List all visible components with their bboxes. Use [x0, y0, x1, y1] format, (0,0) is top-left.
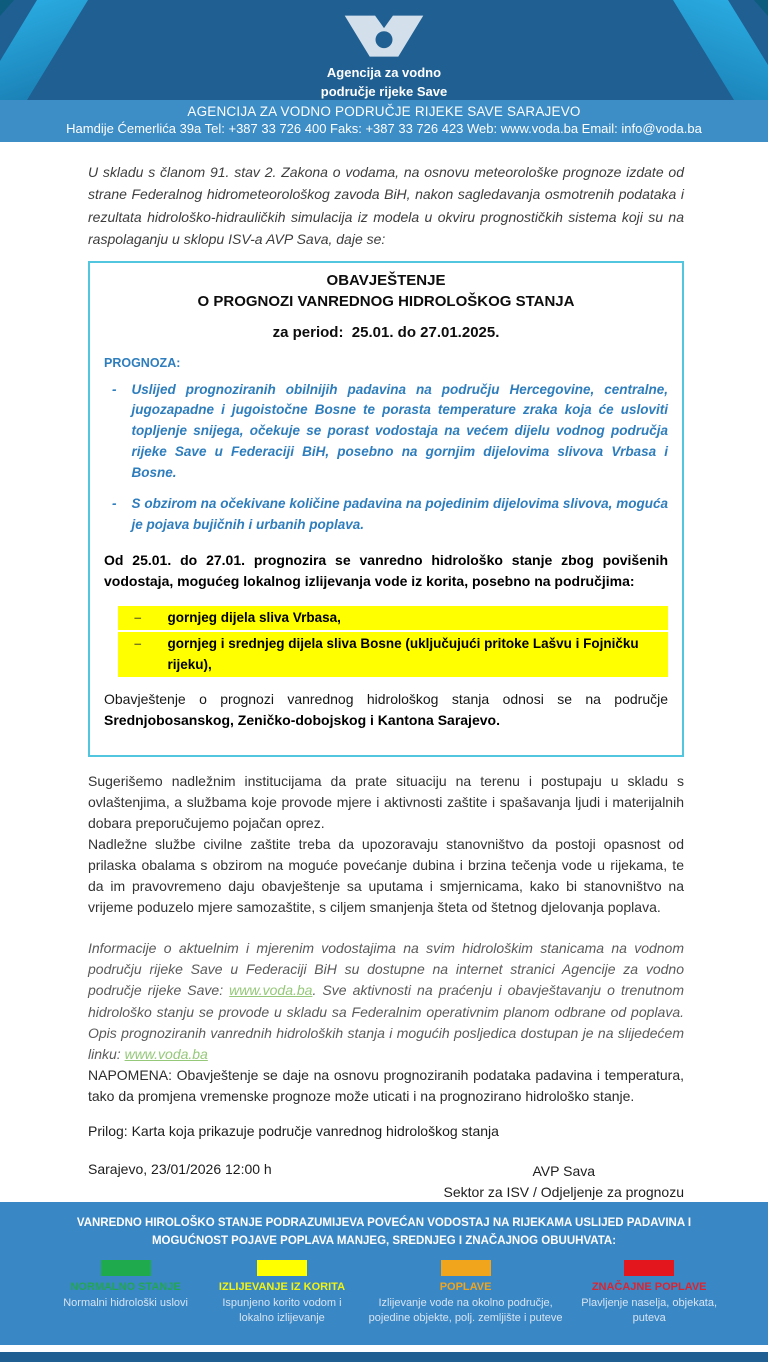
legend-color-swatch-green [101, 1260, 151, 1276]
advice-paragraph-2: Nadležne službe civilne zaštite treba da upozoravaju stanovništvo da postoji opasnost od prilaska obalama s obzirom na moguće povećanje dubina i brzina tečenja vode u rijekama, te da im pravovremeno daju obavještenje sa uputama i smjernicama, kako bi stanovništvo na vrijeme poduzelo mjere samozaštite, s ciljem smanjenja šteta od štetnog djelovanja poplava. [88, 835, 684, 915]
page-header [0, 0, 768, 100]
legend-color-swatch-orange [441, 1260, 491, 1276]
notice-box [88, 261, 684, 757]
notice-title-line1: OBAVJEŠTENJE [326, 271, 446, 289]
applies-prefix: Obavještenje o prognozi vanrednog hidrološkog stanja odnosi se na područje [104, 690, 668, 707]
legend-description: Normalni hidrološki uslovi [63, 1296, 188, 1309]
issuer-org: AVP Sava [532, 1163, 596, 1180]
notice-title [104, 270, 668, 312]
legend-description: Plavljenje naselja, objekata, puteva [581, 1296, 718, 1325]
voda-ba-link[interactable]: www.voda.ba [229, 982, 313, 999]
footer-white-gap [0, 1345, 768, 1352]
forecast-bullet [112, 494, 668, 536]
notice-period: za period: 25.01. do 27.01.2025. [272, 323, 500, 341]
legend-title: ZNAČAJNE POPLAVE [591, 1280, 707, 1293]
legend-title: POPLAVE [439, 1280, 492, 1293]
legend-color-swatch-red [624, 1260, 674, 1276]
info-segment-2: . Sve aktivnosti na praćenju i obavještavanju o trenutnom hidrološko stanju se provode u skladu sa Federalnim operativnim planom odbrane od poplava. Opis prognoziranih vanrednih hidroloških stanja i mogućih posljedica dostupan je na slijedećem linku: [88, 982, 684, 1063]
highlighted-area-text: gornjeg dijela sliva Vrbasa, [167, 610, 341, 626]
agency-name [0, 64, 768, 100]
notice-title-line2: O PROGNOZI VANREDNOG HIDROLOŠKOG STANJA [197, 292, 575, 310]
highlighted-area-line [118, 632, 668, 677]
legend-color-swatch-yellow [257, 1260, 307, 1276]
document-body [88, 159, 684, 1202]
bullet-dash-marker: - [112, 381, 117, 397]
banner-contact-line: Hamdije Ćemerlića 39a Tel: +387 33 726 400 Faks: +387 33 726 423 Web: www.voda.ba Email: info@voda.ba [66, 121, 702, 136]
highlighted-area-text: gornjeg i srednjeg dijela sliva Bosne (uključujući pritoke Lašvu i Fojničku rijeku), [167, 636, 639, 672]
issuer-department: Sektor za ISV / Odjeljenje za prognozu [443, 1183, 684, 1200]
attachment-note: Prilog: Karta koja prikazuje područje vanrednog hidrološkog stanja [88, 1123, 499, 1140]
voda-ba-link[interactable]: www.voda.ba [124, 1046, 208, 1063]
info-paragraph [88, 938, 684, 1066]
issuer-block [444, 1161, 684, 1202]
legend-footer-main [0, 1202, 768, 1345]
intro-paragraph: U skladu s članom 91. stav 2. Zakona o vodama, na osnovu meteorološke prognoze izdate od strane Federalnog hidrometeorološkog zavoda BiH, nakon sagledavanja osmotrenih podataka i rezultata hidrološko-hidrauličkih simulacija iz modela u okviru prognostičkih sistema koji su na raspolaganju u sklopu ISV-a AVP Sava, daje se: [88, 164, 684, 248]
highlighted-area-line [118, 606, 668, 630]
prognoza-label: PROGNOZA: [104, 355, 181, 370]
legend-item-znacajne-poplave [574, 1260, 724, 1327]
water-weir-logo-icon [0, 12, 768, 62]
place-and-date: Sarajevo, 23/01/2026 12:00 h [88, 1161, 272, 1178]
agency-name-line1: Agencija za vodno [326, 65, 442, 80]
legend-description: Izlijevanje vode na okolno područje, pojedine objekte, polj. zemljište i puteve [368, 1296, 563, 1325]
footer-bottom-strip [0, 1352, 768, 1362]
legend-title: NORMALNO STANJE [70, 1280, 181, 1293]
legend-title: IZLIJEVANJE IZ KORITA [218, 1280, 346, 1293]
applies-cantons-bold: Srednjobosanskog, Zeničko-dobojskog i Kantona Sarajevo. [104, 711, 500, 728]
flood-level-legend [18, 1260, 750, 1327]
legend-heading: VANREDNO HIROLOŠKO STANJE PODRAZUMIJEVA POVEĆAN VODOSTAJ NA RIJEKAMA USLIJED PADAVINA I MOGUĆNOST POJAVE POPLAVA MANJEG, SREDNJEG I ZNAČAJNOG OBUUHVATA: [76, 1216, 692, 1247]
contact-banner [0, 100, 768, 142]
legend-item-izlijevanje [207, 1260, 357, 1327]
legend-item-poplave [357, 1260, 575, 1327]
legend-footer [0, 1202, 768, 1362]
forecast-bullet [112, 380, 668, 485]
applies-to-sentence [104, 689, 668, 731]
agency-name-line2: područje rijeke Save [320, 83, 448, 99]
info-segment-1: Informacije o aktuelnim i mjerenim vodostajima na svim hidrološkim stanicama na vodnom području rijeke Save u Federaciji BiH su dostupne na internet stranici Agencije za vodno područje rijeke Save: [88, 939, 684, 999]
forecast-bullet-text: Uslijed prognoziranih obilnijih padavina na području Hercegovine, centralne, jugozapadne i jugoistočne Bosne te porasta temperature zraka koja će usloviti topljenje snijega, očekuje se porast vodostaja na većem dijelu vodnog područja rijeke Save u Federaciji BiH, posebno na gornjim dijelovima slivova Vrbasa i Bosne. [131, 381, 668, 481]
agency-logo [0, 12, 768, 100]
banner-agency-title: AGENCIJA ZA VODNO PODRUČJE RIJEKE SAVE SARAJEVO [187, 104, 581, 119]
bullet-dash-marker: - [112, 496, 117, 512]
highlight-dash-marker: – [134, 636, 142, 652]
signature-block [88, 1161, 684, 1202]
warning-intro: Od 25.01. do 27.01. prognozira se vanredno hidrološko stanje zbog povišenih vodostaja, mogućeg lokalnog izlijevanja vode iz korita, posebno na područjima: [104, 552, 668, 590]
advice-paragraph-1: Sugerišemo nadležnim institucijama da prate situaciju na terenu i postupaju u skladu s ovlaštenjima, a službama koje provode mjere i aktivnosti zaštite i spašavanja ljudi i materijalnih dobara preporučujemo pojačan oprez. [88, 772, 684, 831]
napomena-note: NAPOMENA: Obavještenje se daje na osnovu prognoziranih podataka padavina i temperatura, tako da promjena vremenske prognoze može uticati i na prognozirano hidrološko stanje. [88, 1067, 684, 1105]
legend-description: Ispunjeno korito vodom i lokalno izlijevanje [222, 1296, 342, 1325]
legend-item-normal [44, 1260, 207, 1327]
highlight-dash-marker: – [134, 610, 142, 626]
forecast-bullet-text: S obzirom na očekivane količine padavina na pojedinim dijelovima slivova, moguća je pojava bujičnih i urbanih poplava. [131, 496, 668, 533]
